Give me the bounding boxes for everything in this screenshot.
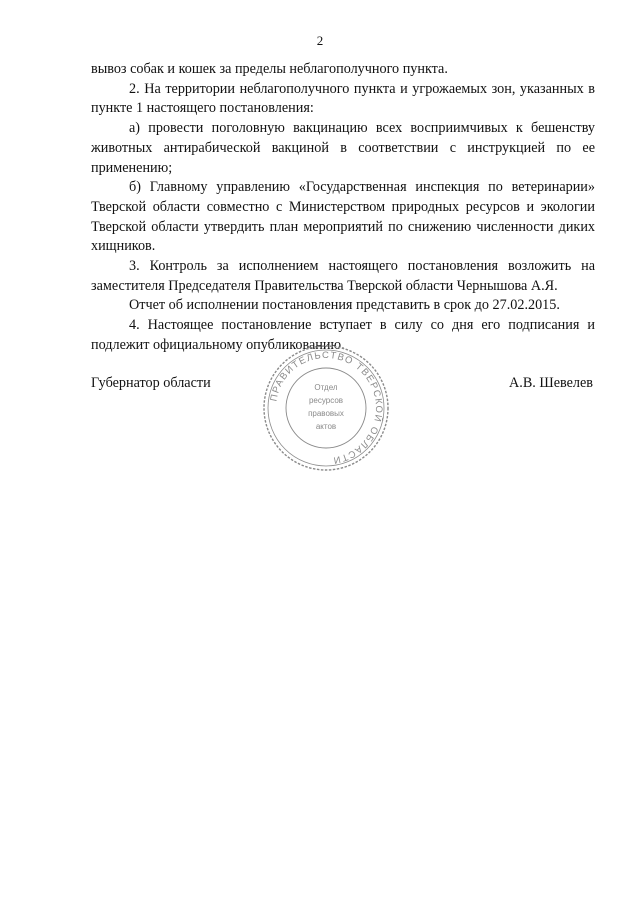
signer-name: А.В. Шевелев [509,375,593,391]
stamp-ring-text: ПРАВИТЕЛЬСТВО ТВЕРСКОЙ ОБЛАСТИ [268,349,385,466]
official-stamp [262,344,390,472]
paragraph-dog-cat-removal: вывоз собак и кошек за пределы неблагополучного пункта. [91,61,448,77]
stamp-inner-ring [286,368,366,448]
stamp-center-line-3: правовых [308,409,344,418]
paragraph-item-2b: б) Главному управлению «Государственная инспекция по ветеринарии» Тверской области совместно с Министерством природных ресурсов и экологии Тверской области утвердить план мероприятий по снижению численности диких хищников. [91,179,595,255]
paragraph-report-deadline: Отчет об исполнении постановления представить в срок до 27.02.2015. [129,297,560,314]
paragraph-item-3: 3. Контроль за исполнением настоящего постановления возложить на заместителя Председателя Правительства Тверской области Чернышова А.Я. [91,258,595,294]
paragraph-item-4: 4. Настоящее постановление вступает в силу со дня его подписания и подлежит официальному опубликованию. [91,317,595,353]
stamp-center-line-4: актов [315,422,337,431]
paragraph-item-2: 2. На территории неблагополучного пункта и угрожаемых зон, указанных в пункте 1 настоящего постановления: [91,80,595,117]
document-body [91,60,595,356]
stamp-center-line-2: ресурсов [308,396,344,405]
signer-position: Губернатор области [91,375,211,391]
paragraph-item-2a: а) провести поголовную вакцинацию всех восприимчивых к бешенству животных антирабической вакциной в соответствии с инструкцией по ее применению; [91,120,595,176]
page-number: 2 [316,33,324,48]
stamp-outer-ring [264,346,388,470]
stamp-center-line-1: Отдел [314,383,338,392]
